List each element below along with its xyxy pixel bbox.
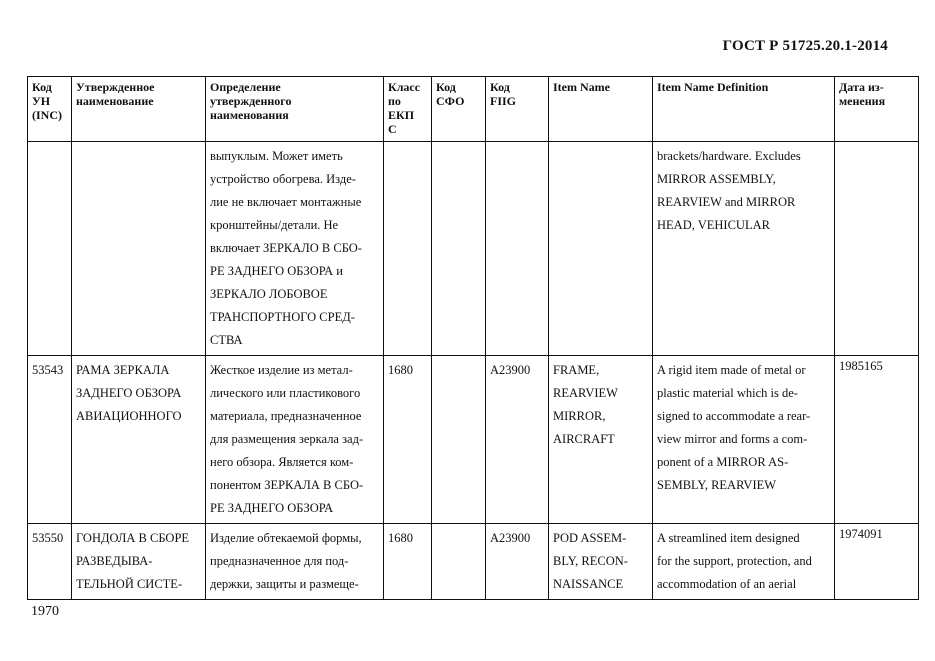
cell-sfo	[432, 356, 486, 524]
cell-text-line: держки, защиты и размеще-	[210, 577, 359, 591]
cell-inc	[28, 524, 72, 600]
cell-text-line: A23900	[490, 531, 531, 545]
cell-text-line: лие не включает монтажные	[210, 195, 362, 209]
cell-text-line: 1974091	[839, 527, 883, 541]
cell-text-line: наименования	[210, 108, 289, 122]
cell-text-line: MIRROR,	[553, 409, 606, 423]
header-fiig-code	[486, 77, 549, 142]
cell-text-line: POD ASSEM-	[553, 531, 627, 545]
page-number: 1970	[31, 604, 59, 619]
cell-text-line: для размещения зеркала зад-	[210, 432, 364, 446]
cell-text-line: Item Name	[553, 80, 610, 94]
cell-approved-name	[72, 524, 206, 600]
cell-text-line: BLY, RECON-	[553, 554, 628, 568]
header-class	[384, 77, 432, 142]
header-item-name	[549, 77, 653, 142]
cell-definition	[206, 356, 384, 524]
cell-text-line: 53550	[32, 531, 64, 545]
header-change-date	[835, 77, 919, 142]
cell-text-line: включает ЗЕРКАЛО В СБО-	[210, 241, 362, 255]
cell-fiig	[486, 524, 549, 600]
cell-text-line: Item Name Definition	[657, 80, 769, 94]
cell-text-line: СТВА	[210, 333, 243, 347]
cell-text-line: 1680	[388, 531, 413, 545]
header-approved-name	[72, 77, 206, 142]
cell-text-line: С	[388, 122, 397, 136]
table-row	[28, 142, 919, 356]
cell-text-line: Изделие обтекаемой формы,	[210, 531, 362, 545]
cell-text-line: accommodation of an aerial	[657, 577, 797, 591]
header-inc	[28, 77, 72, 142]
cell-text-line: Код	[490, 80, 510, 94]
cell-text-line: РАМА ЗЕРКАЛА	[76, 363, 170, 377]
cell-text-line: signed to accommodate a rear-	[657, 409, 811, 423]
cell-text-line: ЗАДНЕГО ОБЗОРА	[76, 386, 182, 400]
cell-text-line: Класс	[388, 80, 421, 94]
cell-text-line: наименование	[76, 94, 154, 108]
cell-text-line: NAISSANCE	[553, 577, 624, 591]
cell-text-line: ЗЕРКАЛО ЛОБОВОЕ	[210, 287, 328, 301]
cell-text-line: утвержденного	[210, 94, 292, 108]
cell-text-line: понентом ЗЕРКАЛА В СБО-	[210, 478, 364, 492]
cell-text-line: ТЕЛЬНОЙ СИСТЕ-	[76, 577, 183, 591]
cell-definition	[206, 524, 384, 600]
cell-class	[384, 142, 432, 356]
cell-class	[384, 524, 432, 600]
cell-change-date	[835, 524, 919, 600]
cell-text-line: REARVIEW and MIRROR	[657, 195, 796, 209]
cell-sfo	[432, 142, 486, 356]
cell-text-line: кронштейны/детали. Не	[210, 218, 339, 232]
cell-text-line: Определение	[210, 80, 281, 94]
cell-text-line: AIRCRAFT	[553, 432, 615, 446]
cell-text-line: РЕ ЗАДНЕГО ОБЗОРА и	[210, 264, 343, 278]
cell-text-line: A rigid item made of metal or	[657, 363, 806, 377]
document-code: ГОСТ Р 51725.20.1-2014	[722, 38, 888, 54]
cell-inc	[28, 142, 72, 356]
cell-text-line: MIRROR ASSEMBLY,	[657, 172, 776, 186]
cell-text-line: FRAME,	[553, 363, 600, 377]
cell-text-line: A streamlined item designed	[657, 531, 800, 545]
cell-item-name	[549, 142, 653, 356]
cell-text-line: ponent of a MIRROR AS-	[657, 455, 789, 469]
cell-text-line: brackets/hardware. Excludes	[657, 149, 801, 163]
cell-text-line: Утвержденное	[76, 80, 155, 94]
cell-text-line: REARVIEW	[553, 386, 618, 400]
cell-item-name	[549, 356, 653, 524]
cell-text-line: устройство обогрева. Изде-	[210, 172, 356, 186]
cell-fiig	[486, 142, 549, 356]
cell-text-line: 1680	[388, 363, 413, 377]
cell-text-line: Код	[436, 80, 456, 94]
cell-text-line: АВИАЦИОННОГО	[76, 409, 182, 423]
cell-sfo	[432, 524, 486, 600]
cell-text-line: лического или пластикового	[210, 386, 361, 400]
cell-text-line: 53543	[32, 363, 64, 377]
cell-definition	[206, 142, 384, 356]
cell-text-line: ГОНДОЛА В СБОРЕ	[76, 531, 190, 545]
cell-text-line: ЕКП	[388, 108, 415, 122]
header-sfo-code	[432, 77, 486, 142]
cell-text-line: материала, предназначенное	[210, 409, 362, 423]
header-item-name-definition	[653, 77, 835, 142]
cell-text-line: HEAD, VEHICULAR	[657, 218, 770, 232]
cell-text-line: РЕ ЗАДНЕГО ОБЗОРА	[210, 501, 334, 515]
cell-text-line: 1985165	[839, 359, 883, 373]
cell-text-line: A23900	[490, 363, 531, 377]
table-header-row	[28, 77, 919, 142]
cell-item-definition	[653, 142, 835, 356]
cell-approved-name	[72, 356, 206, 524]
table-row	[28, 524, 919, 600]
nomenclature-table	[27, 76, 919, 600]
cell-text-line: Код	[32, 80, 52, 94]
cell-fiig	[486, 356, 549, 524]
cell-item-name	[549, 524, 653, 600]
cell-class	[384, 356, 432, 524]
cell-text-line: (INC)	[32, 108, 62, 122]
cell-text-line: предназначенное для под-	[210, 554, 349, 568]
table-row	[28, 356, 919, 524]
cell-change-date	[835, 142, 919, 356]
cell-text-line: по	[388, 94, 401, 108]
cell-change-date	[835, 356, 919, 524]
cell-item-definition	[653, 356, 835, 524]
cell-text-line: ТРАНСПОРТНОГО СРЕД-	[210, 310, 355, 324]
cell-text-line: Дата из-	[839, 80, 884, 94]
cell-text-line: view mirror and forms a com-	[657, 432, 808, 446]
cell-text-line: УН	[32, 94, 51, 108]
cell-text-line: Жесткое изделие из метал-	[210, 363, 353, 377]
cell-item-definition	[653, 524, 835, 600]
cell-text-line: СФО	[436, 94, 465, 108]
cell-text-line: plastic material which is de-	[657, 386, 798, 400]
cell-text-line: SEMBLY, REARVIEW	[657, 478, 777, 492]
cell-text-line: FIIG	[490, 94, 517, 108]
cell-inc	[28, 356, 72, 524]
cell-text-line: выпуклым. Может иметь	[210, 149, 343, 163]
cell-text-line: РАЗВЕДЫВА-	[76, 554, 153, 568]
cell-text-line: него обзора. Является ком-	[210, 455, 354, 469]
cell-text-line: менения	[839, 94, 886, 108]
header-approved-name-definition	[206, 77, 384, 142]
cell-text-line: for the support, protection, and	[657, 554, 812, 568]
cell-approved-name	[72, 142, 206, 356]
